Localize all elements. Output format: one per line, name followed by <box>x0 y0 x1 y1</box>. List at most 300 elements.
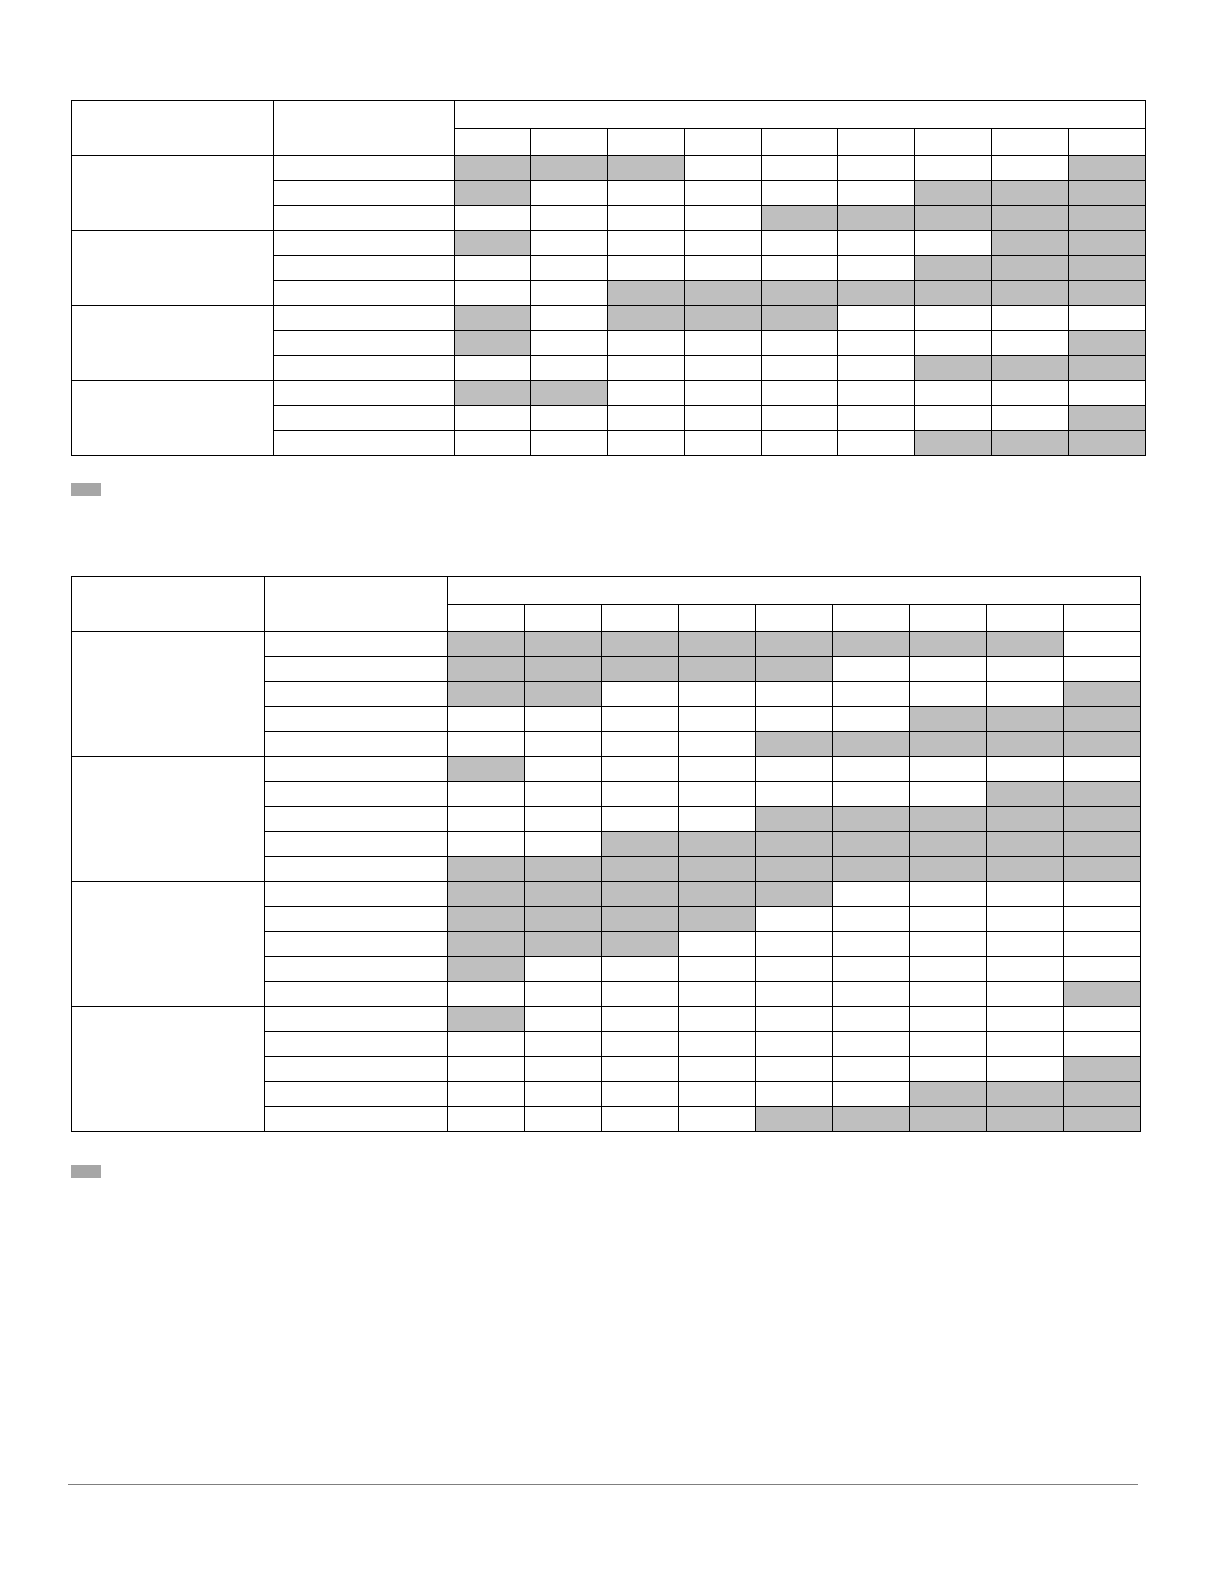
empty-cell <box>448 707 525 732</box>
group-label-cell <box>72 1007 265 1132</box>
shaded-cell <box>525 882 602 907</box>
empty-cell <box>531 281 608 306</box>
shaded-cell <box>1064 982 1141 1007</box>
shaded-cell <box>987 1107 1064 1132</box>
empty-cell <box>992 406 1069 431</box>
empty-cell <box>679 1032 756 1057</box>
empty-cell <box>1064 882 1141 907</box>
empty-cell <box>833 1032 910 1057</box>
empty-cell <box>525 782 602 807</box>
shaded-cell <box>602 857 679 882</box>
shaded-cell <box>756 657 833 682</box>
shaded-cell <box>602 907 679 932</box>
empty-cell <box>679 982 756 1007</box>
header-column-cell <box>531 129 608 156</box>
shaded-cell <box>525 682 602 707</box>
row-label-cell <box>265 832 448 857</box>
row-label-cell <box>274 331 455 356</box>
shaded-cell <box>448 657 525 682</box>
shaded-cell <box>1069 406 1146 431</box>
group-label-cell <box>72 156 274 231</box>
empty-cell <box>833 757 910 782</box>
shaded-cell <box>910 632 987 657</box>
empty-cell <box>448 782 525 807</box>
group-label-cell <box>72 381 274 456</box>
shaded-cell <box>910 832 987 857</box>
empty-cell <box>525 1057 602 1082</box>
header-column-cell <box>448 605 525 632</box>
empty-cell <box>679 1007 756 1032</box>
empty-cell <box>1064 1032 1141 1057</box>
empty-cell <box>455 431 531 456</box>
header-column-cell <box>833 605 910 632</box>
legend-swatch <box>71 483 101 496</box>
header-column-cell <box>987 605 1064 632</box>
shaded-cell <box>455 181 531 206</box>
empty-cell <box>1064 757 1141 782</box>
shaded-cell <box>602 632 679 657</box>
empty-cell <box>455 206 531 231</box>
empty-cell <box>525 807 602 832</box>
header-column-cell <box>525 605 602 632</box>
empty-cell <box>762 356 838 381</box>
empty-cell <box>679 732 756 757</box>
row-label-cell <box>274 181 455 206</box>
shaded-cell <box>1064 832 1141 857</box>
empty-cell <box>987 1057 1064 1082</box>
shaded-cell <box>992 256 1069 281</box>
empty-cell <box>838 431 915 456</box>
row-label-cell <box>274 281 455 306</box>
group-label-cell <box>72 306 274 381</box>
shaded-cell <box>762 206 838 231</box>
empty-cell <box>531 206 608 231</box>
shaded-cell <box>679 907 756 932</box>
empty-cell <box>756 982 833 1007</box>
empty-cell <box>448 807 525 832</box>
legend-swatch <box>71 1165 101 1178</box>
shaded-cell <box>455 331 531 356</box>
shaded-cell <box>762 306 838 331</box>
shaded-cell <box>756 832 833 857</box>
shaded-cell <box>1064 682 1141 707</box>
empty-cell <box>756 1007 833 1032</box>
empty-cell <box>910 932 987 957</box>
empty-cell <box>762 431 838 456</box>
empty-cell <box>987 882 1064 907</box>
empty-cell <box>448 982 525 1007</box>
shaded-cell <box>987 632 1064 657</box>
header-column-cell <box>602 605 679 632</box>
shaded-cell <box>756 732 833 757</box>
empty-cell <box>525 1107 602 1132</box>
empty-cell <box>525 982 602 1007</box>
shaded-cell <box>987 782 1064 807</box>
empty-cell <box>602 1057 679 1082</box>
shaded-cell <box>987 707 1064 732</box>
empty-cell <box>602 1007 679 1032</box>
group-label-cell <box>72 757 265 882</box>
empty-cell <box>756 907 833 932</box>
empty-cell <box>685 381 762 406</box>
shaded-cell <box>602 882 679 907</box>
shaded-cell <box>1064 807 1141 832</box>
empty-cell <box>602 1032 679 1057</box>
empty-cell <box>762 331 838 356</box>
row-label-cell <box>265 982 448 1007</box>
empty-cell <box>838 331 915 356</box>
empty-cell <box>608 206 685 231</box>
shaded-cell <box>525 907 602 932</box>
empty-cell <box>910 1007 987 1032</box>
table-row <box>72 381 1146 406</box>
empty-cell <box>455 281 531 306</box>
shaded-cell <box>838 281 915 306</box>
shaded-cell <box>1069 156 1146 181</box>
row-label-cell <box>265 907 448 932</box>
table-row <box>72 882 1141 907</box>
empty-cell <box>1064 1007 1141 1032</box>
empty-cell <box>685 206 762 231</box>
header-column-cell <box>455 129 531 156</box>
empty-cell <box>531 331 608 356</box>
empty-cell <box>679 1057 756 1082</box>
empty-cell <box>602 807 679 832</box>
empty-cell <box>833 932 910 957</box>
header-column-cell <box>1069 129 1146 156</box>
header-column-cell <box>608 129 685 156</box>
shaded-cell <box>987 1082 1064 1107</box>
empty-cell <box>992 381 1069 406</box>
empty-cell <box>833 657 910 682</box>
empty-cell <box>987 932 1064 957</box>
shaded-cell <box>685 281 762 306</box>
header-span-cell <box>448 577 1141 605</box>
shaded-cell <box>915 256 992 281</box>
empty-cell <box>685 256 762 281</box>
empty-cell <box>833 1082 910 1107</box>
empty-cell <box>756 1057 833 1082</box>
header-item-cell <box>274 101 455 156</box>
empty-cell <box>602 1107 679 1132</box>
empty-cell <box>833 1057 910 1082</box>
row-label-cell <box>274 306 455 331</box>
table-row <box>72 231 1146 256</box>
empty-cell <box>762 256 838 281</box>
shaded-cell <box>448 932 525 957</box>
group-label-cell <box>72 882 265 1007</box>
shaded-cell <box>833 807 910 832</box>
empty-cell <box>525 1032 602 1057</box>
shaded-cell <box>915 281 992 306</box>
empty-cell <box>838 306 915 331</box>
empty-cell <box>910 782 987 807</box>
empty-cell <box>1064 632 1141 657</box>
empty-cell <box>608 406 685 431</box>
shaded-cell <box>448 957 525 982</box>
empty-cell <box>833 957 910 982</box>
shaded-cell <box>992 206 1069 231</box>
shaded-cell <box>833 857 910 882</box>
empty-cell <box>910 657 987 682</box>
shaded-cell <box>1069 181 1146 206</box>
empty-cell <box>915 406 992 431</box>
empty-cell <box>679 1107 756 1132</box>
empty-cell <box>915 381 992 406</box>
empty-cell <box>602 682 679 707</box>
empty-cell <box>455 356 531 381</box>
empty-cell <box>910 682 987 707</box>
shaded-cell <box>1069 281 1146 306</box>
empty-cell <box>987 1032 1064 1057</box>
empty-cell <box>1064 907 1141 932</box>
row-label-cell <box>274 381 455 406</box>
row-label-cell <box>274 431 455 456</box>
row-label-cell <box>265 657 448 682</box>
row-label-cell <box>274 406 455 431</box>
row-label-cell <box>265 632 448 657</box>
empty-cell <box>762 231 838 256</box>
empty-cell <box>531 356 608 381</box>
empty-cell <box>679 782 756 807</box>
row-label-cell <box>265 932 448 957</box>
shaded-cell <box>679 832 756 857</box>
empty-cell <box>1064 932 1141 957</box>
header-column-cell <box>679 605 756 632</box>
empty-cell <box>531 181 608 206</box>
empty-cell <box>679 932 756 957</box>
empty-cell <box>1069 306 1146 331</box>
empty-cell <box>608 181 685 206</box>
empty-cell <box>838 406 915 431</box>
shaded-cell <box>448 857 525 882</box>
shaded-cell <box>608 281 685 306</box>
empty-cell <box>685 431 762 456</box>
empty-cell <box>525 832 602 857</box>
empty-cell <box>756 932 833 957</box>
shaded-cell <box>838 206 915 231</box>
shaded-cell <box>1064 732 1141 757</box>
empty-cell <box>838 381 915 406</box>
row-label-cell <box>274 231 455 256</box>
empty-cell <box>679 957 756 982</box>
empty-cell <box>756 1032 833 1057</box>
empty-cell <box>987 757 1064 782</box>
shaded-cell <box>448 757 525 782</box>
empty-cell <box>455 256 531 281</box>
empty-cell <box>608 356 685 381</box>
group-label-cell <box>72 231 274 306</box>
shaded-cell <box>1069 231 1146 256</box>
shaded-cell <box>910 857 987 882</box>
empty-cell <box>448 1032 525 1057</box>
empty-cell <box>448 832 525 857</box>
empty-cell <box>531 306 608 331</box>
shaded-cell <box>756 882 833 907</box>
shaded-cell <box>1069 356 1146 381</box>
empty-cell <box>833 882 910 907</box>
empty-cell <box>838 231 915 256</box>
row-label-cell <box>265 757 448 782</box>
empty-cell <box>756 757 833 782</box>
table-row <box>72 757 1141 782</box>
empty-cell <box>602 982 679 1007</box>
shaded-cell <box>910 1082 987 1107</box>
empty-cell <box>910 1032 987 1057</box>
shaded-cell <box>1069 431 1146 456</box>
empty-cell <box>685 406 762 431</box>
shaded-cell <box>915 431 992 456</box>
shaded-cell <box>987 807 1064 832</box>
header-column-cell <box>910 605 987 632</box>
empty-cell <box>1069 381 1146 406</box>
shaded-cell <box>455 156 531 181</box>
empty-cell <box>987 1007 1064 1032</box>
empty-cell <box>525 957 602 982</box>
empty-cell <box>987 682 1064 707</box>
shaded-cell <box>833 1107 910 1132</box>
shaded-cell <box>833 632 910 657</box>
empty-cell <box>525 1082 602 1107</box>
row-label-cell <box>274 156 455 181</box>
empty-cell <box>685 331 762 356</box>
shaded-cell <box>910 807 987 832</box>
empty-cell <box>756 957 833 982</box>
empty-cell <box>531 406 608 431</box>
shaded-cell <box>455 381 531 406</box>
shaded-cell <box>448 632 525 657</box>
empty-cell <box>915 306 992 331</box>
empty-cell <box>910 882 987 907</box>
shaded-cell <box>756 632 833 657</box>
empty-cell <box>762 156 838 181</box>
shaded-cell <box>602 932 679 957</box>
shaded-cell <box>1069 206 1146 231</box>
shaded-cell <box>756 807 833 832</box>
empty-cell <box>608 331 685 356</box>
shaded-cell <box>531 381 608 406</box>
empty-cell <box>987 907 1064 932</box>
shaded-cell <box>608 156 685 181</box>
empty-cell <box>685 356 762 381</box>
shaded-cell <box>987 857 1064 882</box>
header-row <box>72 577 1141 605</box>
empty-cell <box>910 957 987 982</box>
empty-cell <box>531 231 608 256</box>
row-label-cell <box>265 682 448 707</box>
empty-cell <box>987 957 1064 982</box>
shaded-cell <box>679 632 756 657</box>
group-label-cell <box>72 632 265 757</box>
row-label-cell <box>274 256 455 281</box>
shaded-cell <box>1069 256 1146 281</box>
empty-cell <box>833 982 910 1007</box>
empty-cell <box>525 707 602 732</box>
empty-cell <box>833 682 910 707</box>
empty-cell <box>756 682 833 707</box>
empty-cell <box>910 757 987 782</box>
shaded-cell <box>1064 782 1141 807</box>
empty-cell <box>679 1082 756 1107</box>
row-label-cell <box>265 807 448 832</box>
shaded-cell <box>992 231 1069 256</box>
empty-cell <box>679 807 756 832</box>
header-category-cell <box>72 577 265 632</box>
row-label-cell <box>265 1107 448 1132</box>
empty-cell <box>448 732 525 757</box>
row-label-cell <box>274 356 455 381</box>
shaded-cell <box>448 882 525 907</box>
shaded-cell <box>455 231 531 256</box>
shaded-cell <box>1064 1107 1141 1132</box>
shaded-cell <box>525 857 602 882</box>
empty-cell <box>525 1007 602 1032</box>
header-span-cell <box>455 101 1146 129</box>
shaded-cell <box>1064 1082 1141 1107</box>
empty-cell <box>602 782 679 807</box>
header-column-cell <box>762 129 838 156</box>
shaded-cell <box>756 857 833 882</box>
empty-cell <box>833 782 910 807</box>
row-label-cell <box>265 1032 448 1057</box>
shaded-cell <box>1069 331 1146 356</box>
empty-cell <box>762 181 838 206</box>
shaded-cell <box>833 832 910 857</box>
empty-cell <box>685 181 762 206</box>
shaded-cell <box>679 857 756 882</box>
empty-cell <box>602 732 679 757</box>
shaded-cell <box>915 181 992 206</box>
row-label-cell <box>265 707 448 732</box>
shaded-cell <box>448 682 525 707</box>
row-label-cell <box>265 782 448 807</box>
header-column-cell <box>915 129 992 156</box>
shaded-cell <box>1064 857 1141 882</box>
row-label-cell <box>265 732 448 757</box>
empty-cell <box>448 1057 525 1082</box>
shaded-cell <box>833 732 910 757</box>
table-row <box>72 306 1146 331</box>
shaded-cell <box>531 156 608 181</box>
empty-cell <box>915 156 992 181</box>
shaded-cell <box>685 306 762 331</box>
empty-cell <box>992 156 1069 181</box>
header-column-cell <box>756 605 833 632</box>
empty-cell <box>525 757 602 782</box>
shaded-cell <box>987 832 1064 857</box>
empty-cell <box>525 732 602 757</box>
empty-cell <box>910 1057 987 1082</box>
shaded-cell <box>679 882 756 907</box>
empty-cell <box>756 782 833 807</box>
empty-cell <box>762 381 838 406</box>
empty-cell <box>608 431 685 456</box>
shaded-cell <box>525 657 602 682</box>
row-label-cell <box>265 957 448 982</box>
empty-cell <box>1064 657 1141 682</box>
row-label-cell <box>265 1007 448 1032</box>
empty-cell <box>838 156 915 181</box>
shaded-cell <box>602 657 679 682</box>
row-label-cell <box>274 206 455 231</box>
empty-cell <box>531 431 608 456</box>
empty-cell <box>915 231 992 256</box>
shaded-cell <box>455 306 531 331</box>
shaded-cell <box>608 306 685 331</box>
shaded-cell <box>448 1007 525 1032</box>
empty-cell <box>987 982 1064 1007</box>
header-column-cell <box>992 129 1069 156</box>
